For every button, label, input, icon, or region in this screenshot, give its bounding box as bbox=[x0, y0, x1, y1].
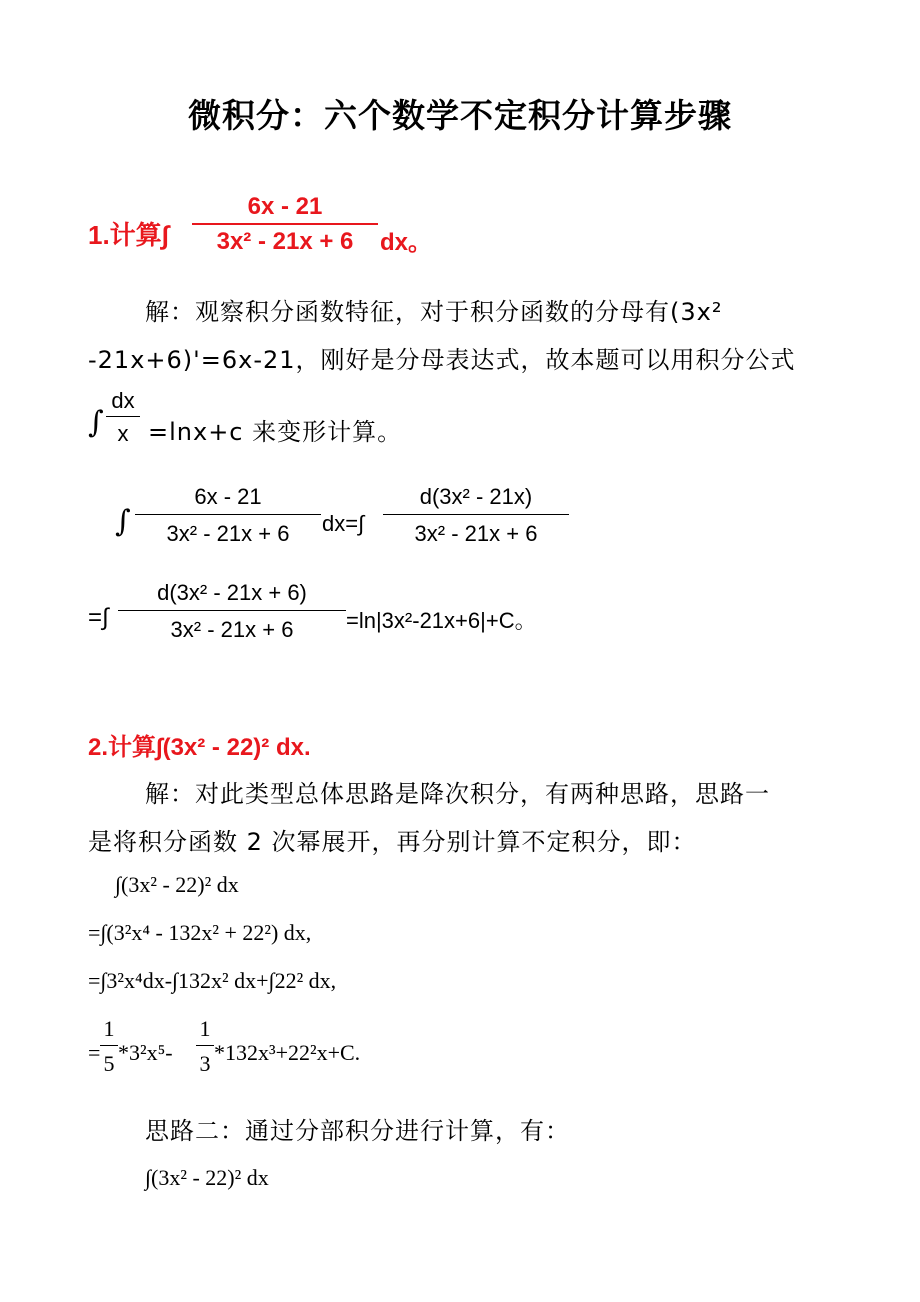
problem1-denominator: 3x² - 21x + 6 bbox=[216, 228, 354, 255]
p2-eq4-fraction-2 bbox=[196, 1015, 214, 1076]
problem2-label: 2.计算∫(3x² - 22)² dx. bbox=[88, 734, 311, 761]
step1-lhs-fraction bbox=[135, 482, 321, 547]
p2-eq4-frac1-den: 5 bbox=[103, 1051, 115, 1076]
step1-lhs-numerator: 6x - 21 bbox=[194, 484, 262, 509]
solution2-line1: 解：对此类型总体思路是降次积分，有两种思路，思路一 bbox=[145, 780, 770, 808]
step2-numerator: d(3x² - 21x + 6) bbox=[157, 580, 307, 605]
step1-mid: dx=∫ bbox=[322, 511, 365, 536]
p2-eq3: =∫3²x⁴dx-∫132x² dx+∫22² dx, bbox=[88, 968, 337, 993]
step1-rhs-numerator: d(3x² - 21x) bbox=[419, 484, 533, 509]
solution2-line2: 是将积分函数 2 次幂展开，再分别计算不定积分，即： bbox=[88, 828, 697, 856]
p2-eq4-end: *132x³+22²x+C. bbox=[214, 1040, 361, 1065]
p2-eq4-frac2-den: 3 bbox=[199, 1051, 211, 1076]
p2-eq1: ∫(3x² - 22)² dx bbox=[115, 872, 239, 897]
step2-fraction bbox=[118, 578, 346, 643]
solution1-line1: 解：观察积分函数特征，对于积分函数的分母有(3x² bbox=[145, 298, 723, 326]
step1-lhs-denominator: 3x² - 21x + 6 bbox=[166, 521, 290, 546]
formula-rest: =lnx+c 来变形计算。 bbox=[148, 418, 403, 446]
page-title: 微积分：六个数学不定积分计算步骤 bbox=[188, 96, 732, 135]
step2-prefix: =∫ bbox=[88, 604, 109, 631]
formula-fraction bbox=[106, 388, 140, 447]
problem1-fraction bbox=[192, 193, 378, 255]
p2-eq2: =∫(3²x⁴ - 132x² + 22²) dx, bbox=[88, 920, 312, 945]
integral-sign-icon: ∫ bbox=[115, 504, 131, 539]
solution1-line2: -21x+6)'=6x-21，刚好是分母表达式，故本题可以用积分公式 bbox=[88, 346, 796, 374]
method2-title: 思路二：通过分部积分进行计算，有： bbox=[145, 1117, 570, 1145]
p2-eq4-frac2-num: 1 bbox=[199, 1016, 211, 1041]
step2-result: =ln|3x²-21x+6|+C。 bbox=[346, 608, 537, 633]
p2-eq4-prefix: = bbox=[88, 1040, 101, 1065]
step2-denominator: 3x² - 21x + 6 bbox=[170, 617, 294, 642]
p2-eq4-frac1-num: 1 bbox=[103, 1016, 115, 1041]
p2-eq4-mid: *3²x⁵- bbox=[118, 1040, 173, 1065]
formula-numerator: dx bbox=[111, 388, 135, 413]
p2-eq4-fraction-1 bbox=[100, 1015, 118, 1076]
step1-rhs-fraction bbox=[383, 482, 569, 547]
formula-denominator: x bbox=[117, 421, 129, 446]
integral-sign-icon: ∫ bbox=[88, 405, 104, 440]
method2-eq1: ∫(3x² - 22)² dx bbox=[145, 1165, 269, 1190]
step1-rhs-denominator: 3x² - 21x + 6 bbox=[414, 521, 538, 546]
problem1-label: 1.计算∫ bbox=[88, 220, 169, 250]
problem1-suffix: dx。 bbox=[380, 229, 433, 256]
problem1-numerator: 6x - 21 bbox=[247, 193, 323, 220]
